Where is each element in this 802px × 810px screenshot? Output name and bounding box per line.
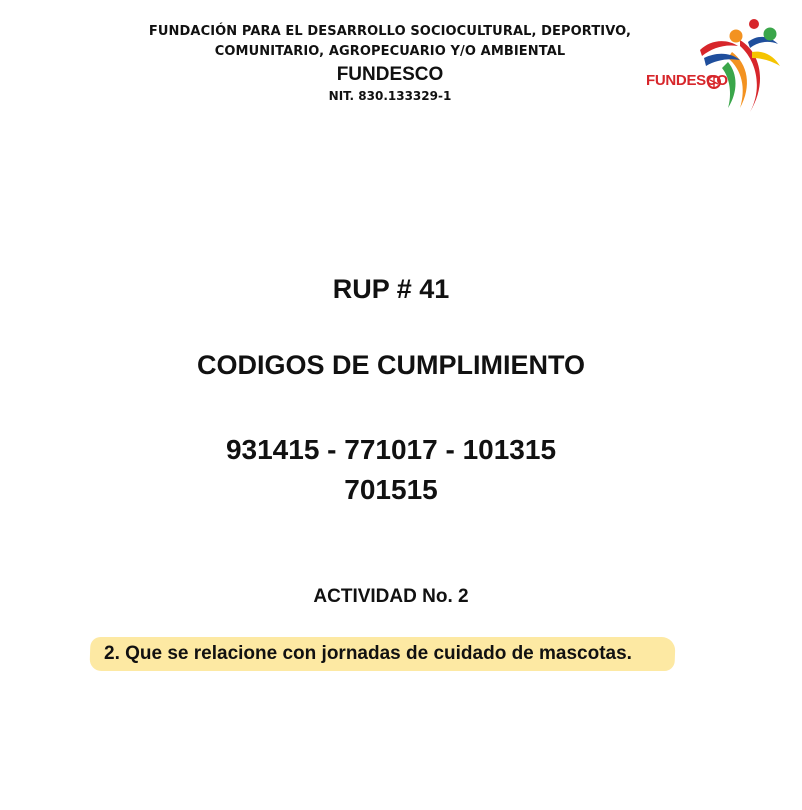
organization-name-line-1: FUNDACIÓN PARA EL DESARROLLO SOCIOCULTURAL, DEPORTIVO, <box>148 24 632 39</box>
activity-title: ACTIVIDAD No. 2 <box>313 586 469 607</box>
logo-text: FUNDESCO <box>646 72 728 89</box>
codes-line-1: 931415 - 771017 - 101315 <box>225 434 557 465</box>
fundesco-logo <box>640 12 790 120</box>
fundesco-logo-figures-icon <box>640 12 790 120</box>
activity-description: 2. Que se relacione con jornadas de cuidado de mascotas. <box>104 643 632 664</box>
compliance-codes <box>0 430 782 510</box>
codes-line-2: 701515 <box>344 474 438 505</box>
organization-name-line-2: COMUNITARIO, AGROPECUARIO Y/O AMBIENTAL <box>214 44 566 59</box>
rup-title: RUP # 41 <box>332 274 450 304</box>
codes-title: CODIGOS DE CUMPLIMIENTO <box>196 350 586 380</box>
organization-nit: NIT. 830.133329-1 <box>328 89 452 103</box>
organization-acronym: FUNDESCO <box>336 64 444 85</box>
activity-highlight <box>90 633 675 677</box>
